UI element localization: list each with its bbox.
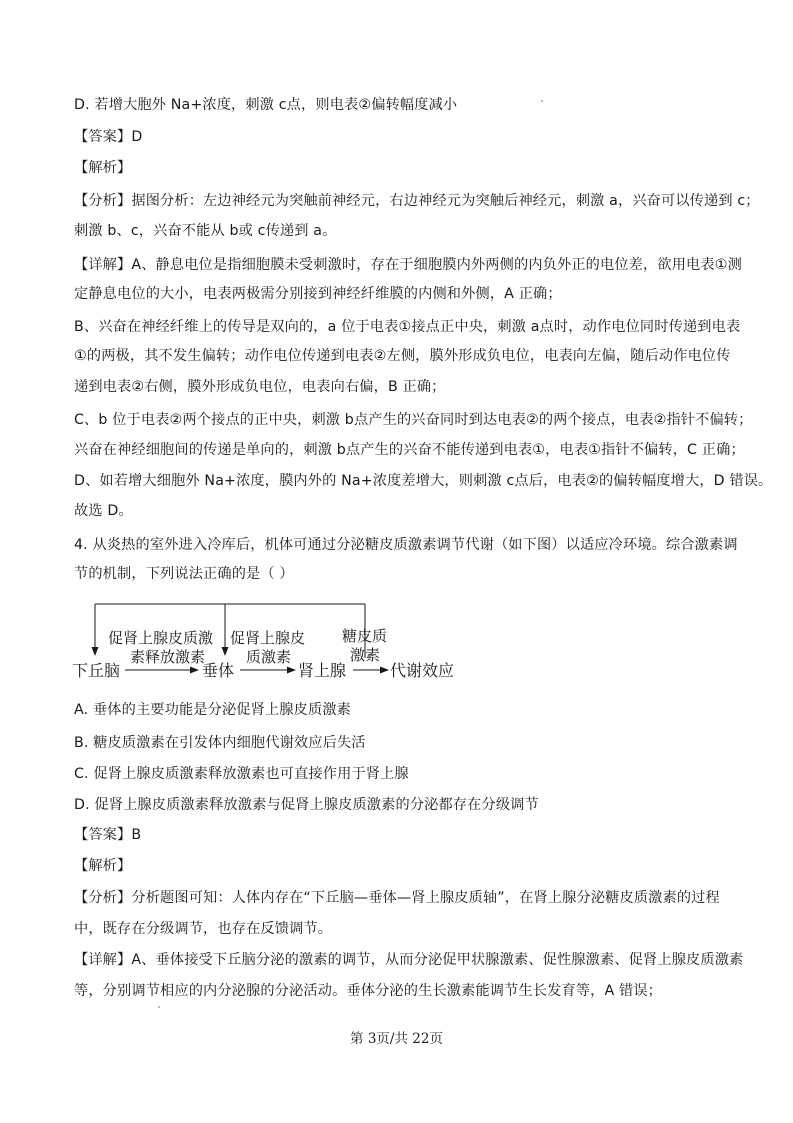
- page-number: 第 3页/共 22页: [350, 1031, 443, 1047]
- hormone-acth-label: 质激素: [246, 648, 292, 666]
- detail-line: ①的两极，其不发生偏转；动作电位传递到电表②左侧，膜外形成负电位，电表向左偏，随后动作电位传: [74, 348, 731, 364]
- option-c: C. 促肾上腺皮质激素释放激素也可直接作用于肾上腺: [74, 766, 409, 782]
- option-d: D. 促肾上腺皮质激素释放激素与促肾上腺皮质激素的分泌都存在分级调节: [74, 797, 539, 813]
- node-adrenal: 肾上腺: [298, 661, 347, 680]
- answer-label: 【答案】B: [74, 827, 142, 843]
- detail-line: 【详解】A、静息电位是指细胞膜未受刺激时，存在于细胞膜内外两侧的内负外正的电位差，欲用电表①测: [74, 257, 742, 273]
- hormone-acth-label: 促肾上腺皮: [230, 629, 306, 647]
- option-a: A. 垂体的主要功能是分泌促肾上腺皮质激素: [74, 702, 352, 718]
- question-4-stem: 节的机制，下列说法正确的是（ ）: [74, 566, 294, 582]
- analysis-line: 中，既存在分级调节，也存在反馈调节。: [74, 921, 333, 937]
- node-pituitary: 垂体: [202, 661, 235, 680]
- hormone-glucocorticoid-label: 糖皮质: [342, 627, 388, 645]
- answer-label: 【答案】D: [74, 129, 143, 145]
- node-metabolic-effect: 代谢效应: [390, 661, 455, 680]
- scan-speck: [541, 100, 543, 102]
- question-4-stem: 4. 从炎热的室外进入冷库后，机体可通过分泌糖皮质激素调节代谢（如下图）以适应冷环境。综合激素调: [74, 537, 738, 553]
- analysis-line: 【分析】分析题图可知：人体内存在“下丘脑—垂体—肾上腺皮质轴”，在肾上腺分泌糖皮质激素的过程: [74, 890, 720, 906]
- detail-line: 【详解】A、垂体接受下丘脑分泌的激素的调节，从而分泌促甲状腺激素、促性腺激素、促肾上腺皮质激素: [74, 952, 744, 968]
- hormone-crh-label: 促肾上腺皮质激: [108, 629, 214, 647]
- hormone-glucocorticoid-label: 激素: [350, 646, 381, 664]
- analysis-line: 刺激 b、c，兴奋不能从 b或 c传递到 a。: [74, 223, 337, 239]
- detail-line: C、b 位于电表②两个接点的正中央，刺激 b点产生的兴奋同时到达电表②的两个接点，电表②指针不偏转；: [74, 412, 753, 428]
- detail-line: 递到电表②右侧，膜外形成负电位，电表向右偏，B 正确；: [74, 379, 446, 395]
- detail-line: 等，分别调节相应的内分泌腺的分泌活动。垂体分泌的生长激素能调节生长发育等，A 错误；: [74, 983, 663, 999]
- hormone-regulation-diagram: [70, 600, 470, 690]
- detail-line: 兴奋在神经细胞间的传递是单向的，刺激 b点产生的兴奋不能传递到电表①，电表①指针不偏转，C 正确；: [74, 442, 745, 458]
- hormone-crh-label: 素释放激素: [130, 648, 206, 666]
- scan-speck: [158, 1006, 160, 1008]
- analysis-line: 【分析】据图分析：左边神经元为突触前神经元，右边神经元为突触后神经元，刺激 a，兴奋可以传递到 c；: [74, 193, 760, 209]
- option-d-prev: D. 若增大胞外 Na+浓度，刺激 c点，则电表②偏转幅度减小: [74, 97, 458, 113]
- option-b: B. 糖皮质激素在引发体内细胞代谢效应后失活: [74, 735, 366, 751]
- detail-line: B、兴奋在神经纤维上的传导是双向的，a 位于电表①接点正中央，刺激 a点时，动作电位同时传递到电表: [74, 319, 741, 335]
- analysis-label: 【解析】: [74, 858, 132, 874]
- detail-line: D、如若增大细胞外 Na+浓度，膜内外的 Na+浓度差增大，则刺激 c点后，电表②的偏转幅度增大，D 错误。: [74, 473, 773, 489]
- conclusion-line: 故选 D。: [74, 503, 133, 519]
- node-hypothalamus: 下丘脑: [72, 661, 121, 680]
- analysis-label: 【解析】: [74, 160, 132, 176]
- detail-line: 定静息电位的大小，电表两极需分别接到神经纤维膜的内侧和外侧，A 正确；: [74, 286, 562, 302]
